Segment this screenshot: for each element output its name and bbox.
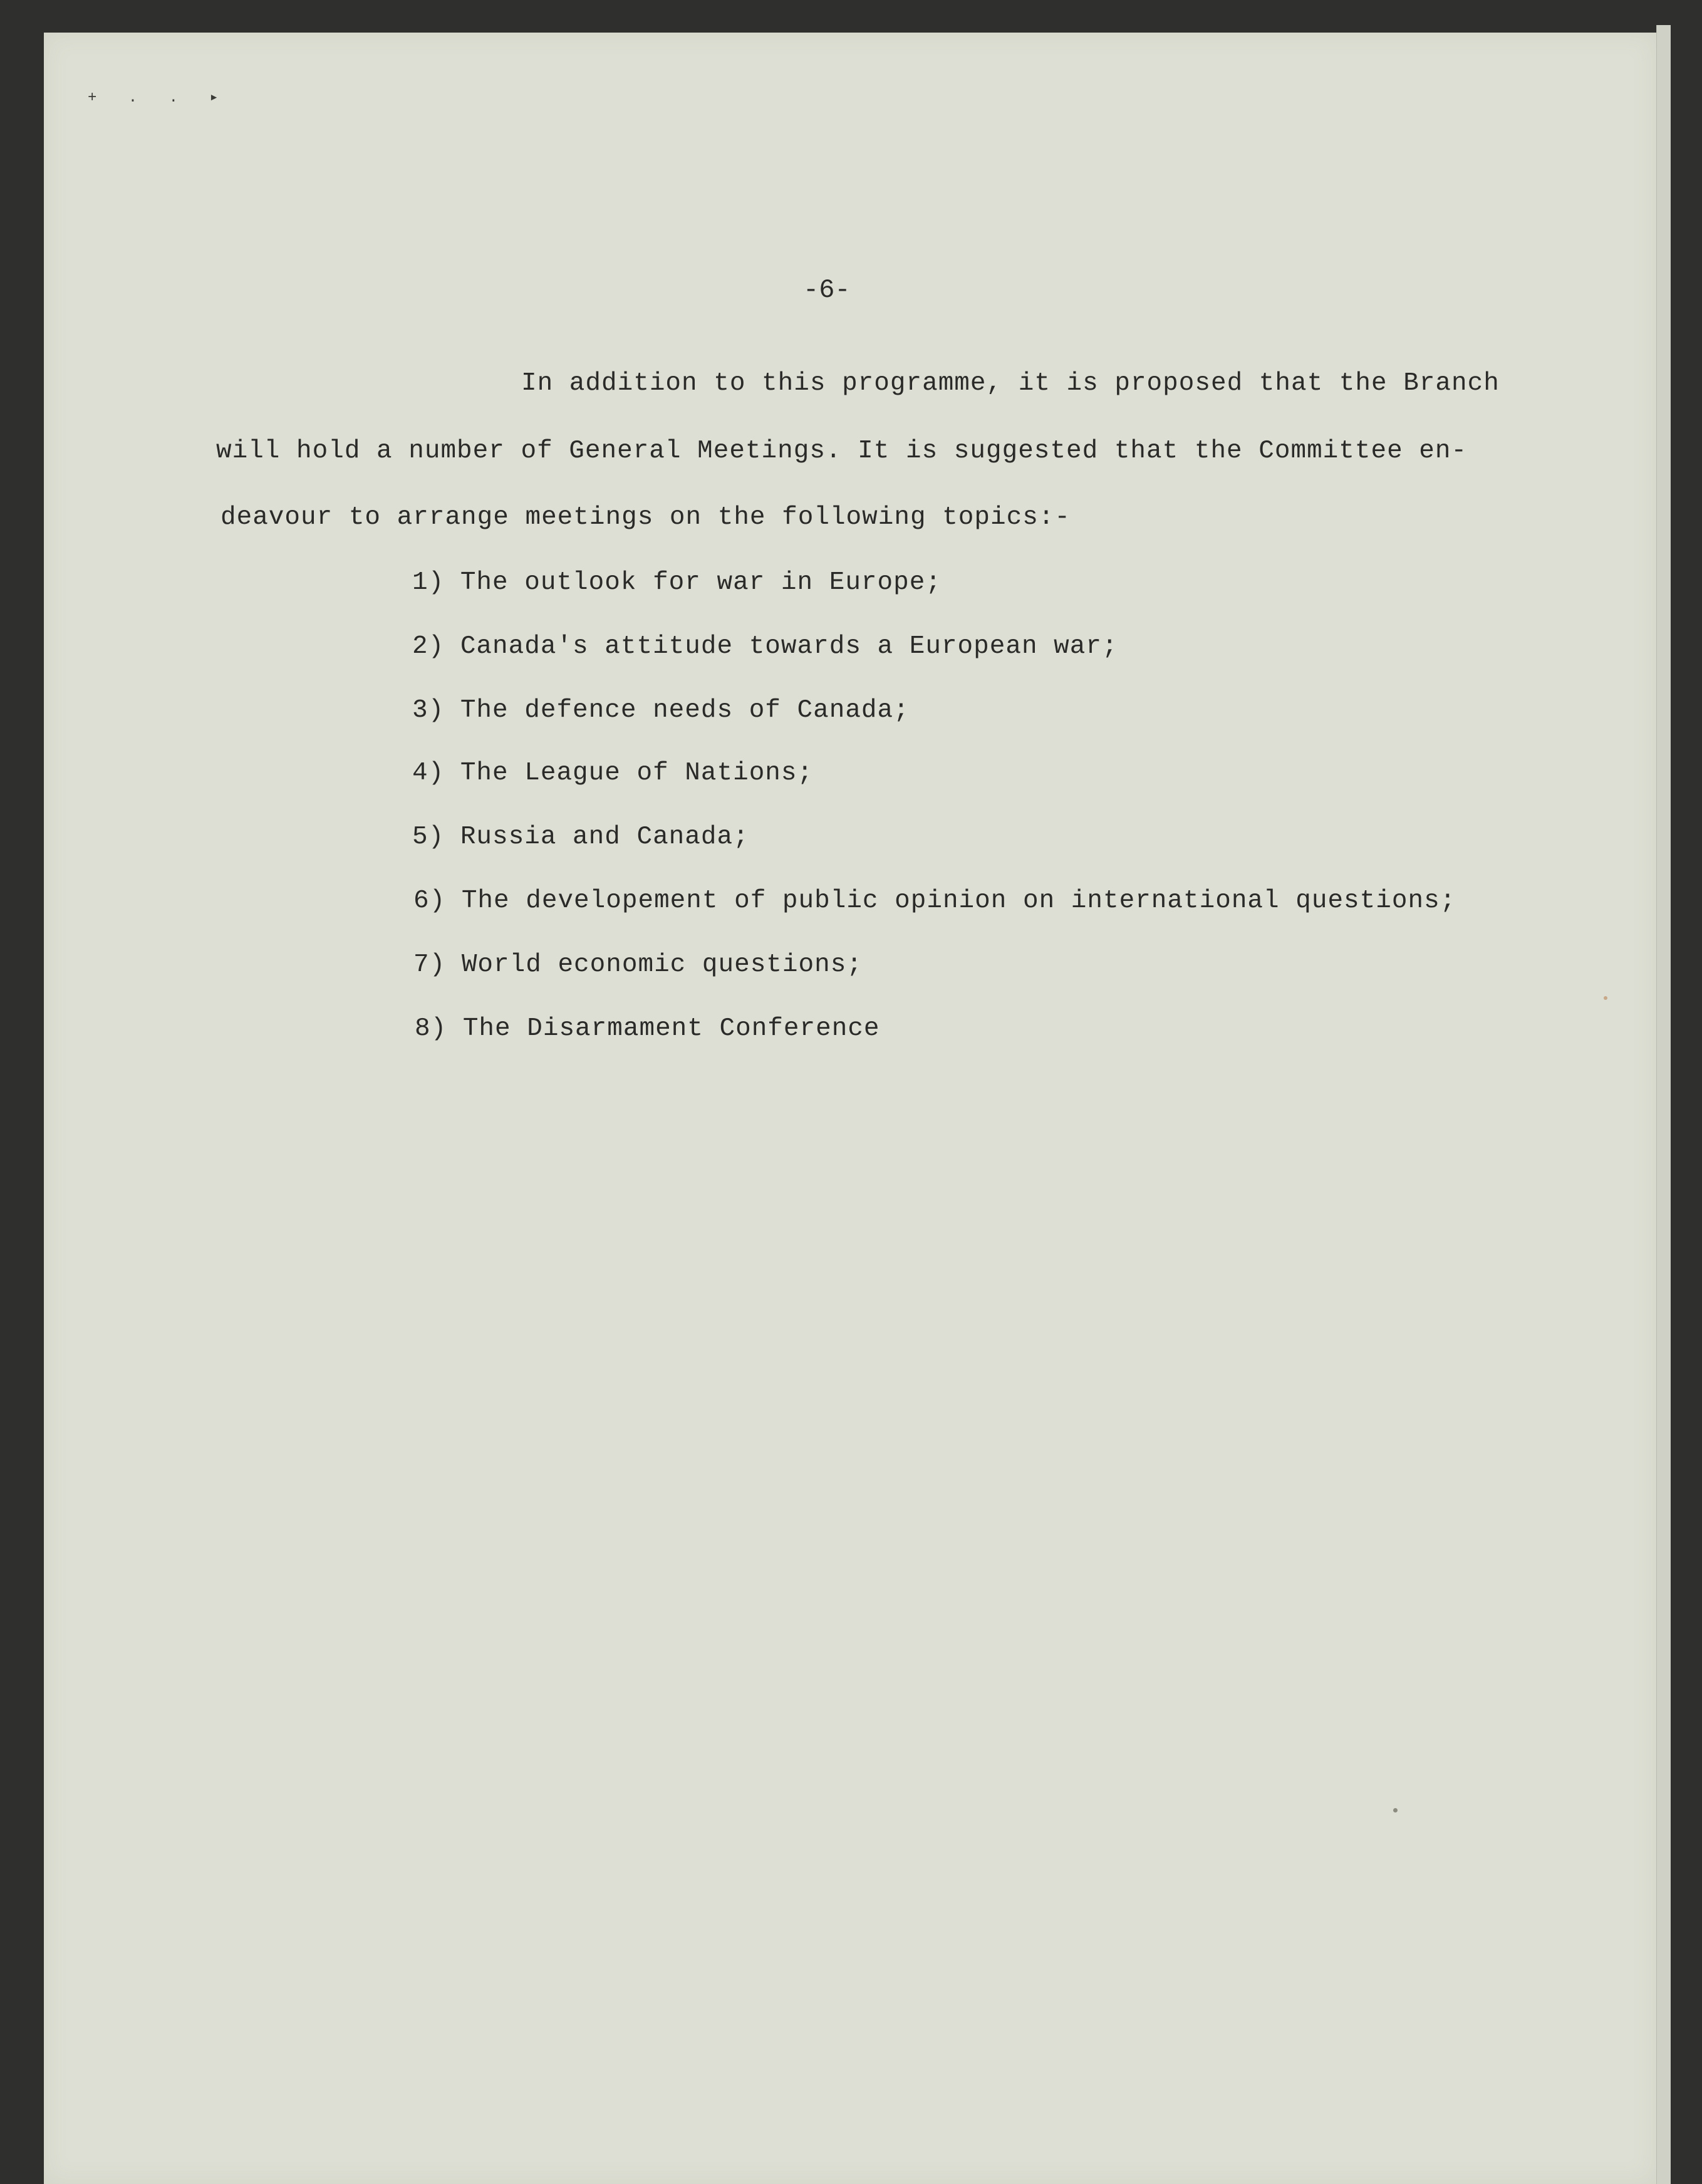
topic-item-1 — [412, 570, 942, 596]
paragraph-line-2: will hold a number of General Meetings. It is suggested that the Committee en- — [216, 437, 1468, 465]
topic-item-2 — [412, 634, 1118, 660]
topic-item-5 — [412, 824, 749, 850]
topic-number: 5) — [412, 823, 445, 851]
topic-number: 6) — [413, 887, 446, 915]
topic-number: 2) — [412, 632, 445, 661]
topic-number: 8) — [415, 1014, 447, 1043]
page-edge — [1656, 25, 1671, 2184]
paper-speck — [1393, 1808, 1398, 1812]
corner-marks: + . . ▸ — [88, 90, 230, 107]
topic-item-8 — [415, 1016, 880, 1042]
topic-number: 4) — [412, 759, 445, 788]
topic-text: The developement of public opinion on international questions; — [461, 887, 1456, 915]
paragraph-line-1: In addition to this programme, it is proposed that the Branch — [521, 369, 1500, 398]
topic-item-3 — [412, 698, 910, 724]
topic-text: World economic questions; — [461, 950, 863, 979]
topic-text: The League of Nations; — [460, 759, 814, 788]
topic-text: The defence needs of Canada; — [460, 696, 910, 725]
paper-speck — [1604, 996, 1607, 1000]
topic-text: The outlook for war in Europe; — [460, 568, 942, 597]
paragraph-line-3: deavour to arrange meetings on the following topics:- — [221, 503, 1071, 532]
topic-item-6 — [413, 888, 1456, 914]
topic-text: Canada's attitude towards a European war; — [460, 632, 1118, 661]
topic-number: 1) — [412, 568, 445, 597]
topic-number: 7) — [413, 950, 446, 979]
topic-item-7 — [413, 952, 863, 978]
page-number: -6- — [803, 275, 851, 305]
topic-number: 3) — [412, 696, 445, 725]
topic-text: Russia and Canada; — [460, 823, 749, 851]
topic-text: The Disarmament Conference — [462, 1014, 880, 1043]
document-page — [44, 33, 1656, 2184]
topic-item-4 — [412, 761, 813, 786]
